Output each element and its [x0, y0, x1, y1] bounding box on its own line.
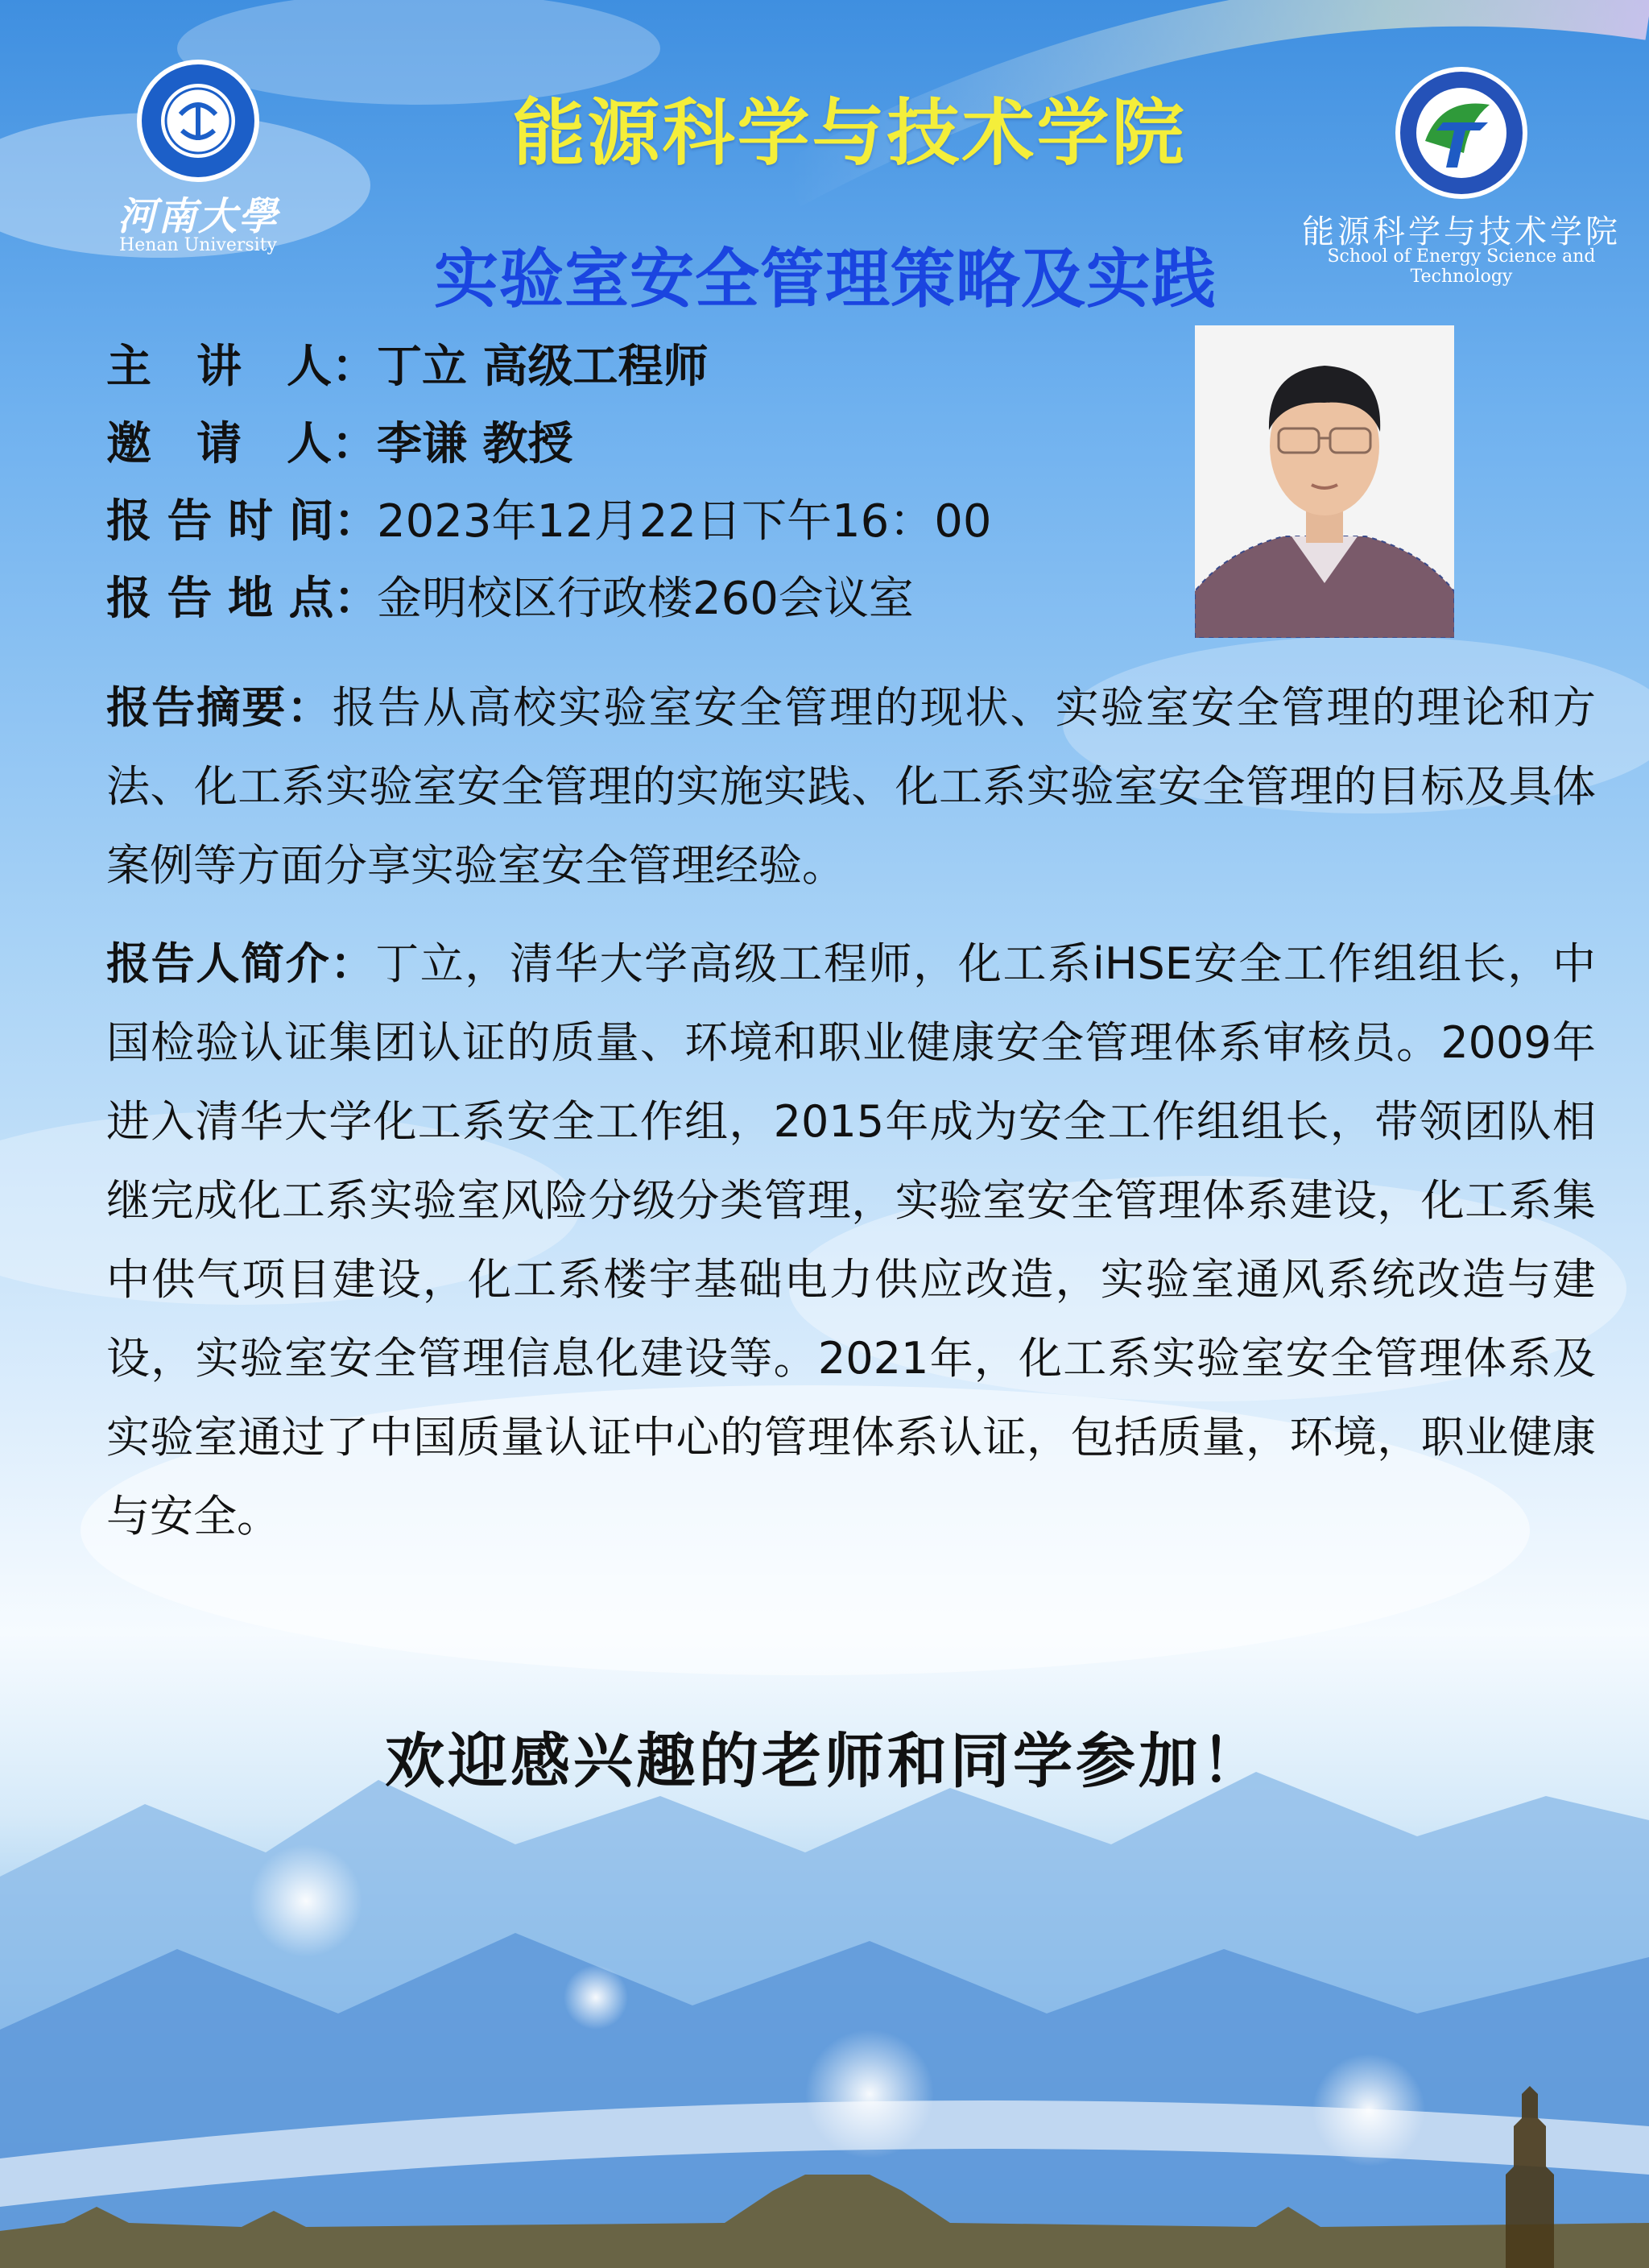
- university-en-name: Henan University: [119, 235, 277, 255]
- college-title: 能源科学与技术学院: [512, 91, 1187, 176]
- time-label: 报 告 时 间：: [106, 495, 379, 548]
- abstract-text: 报告从高校实验室安全管理的现状、实验室安全管理的理论和方法、化工系实验室安全管理的实施实践、化工系实验室安全管理的目标及具体案例等方面分享实验室安全管理经验。: [106, 682, 1596, 891]
- university-cn-name: 河南大學: [117, 194, 279, 239]
- bio-paragraph: [106, 925, 1596, 1556]
- school-en-name: School of Energy Science and Technology: [1327, 246, 1596, 287]
- abstract-paragraph: [106, 668, 1596, 905]
- sparkle: [1312, 2054, 1425, 2167]
- speaker-label: 主 讲 人：: [106, 341, 377, 393]
- speaker-value: 丁立 高级工程师: [377, 341, 709, 393]
- place-row: [106, 561, 1153, 638]
- welcome-message: 欢迎感兴趣的老师和同学参加！: [385, 1727, 1264, 1796]
- henan-university-logo: [110, 56, 287, 266]
- school-cn-name: 能源科学与技术学院: [1302, 213, 1621, 250]
- lecture-info: [106, 329, 1153, 638]
- school-logo: [1280, 64, 1643, 287]
- sparkle: [805, 2030, 934, 2158]
- sparkle: [250, 1844, 362, 1957]
- lecture-title: 实验室安全管理策略及实践: [434, 242, 1217, 317]
- sparkle: [564, 1965, 628, 2030]
- place-value: 金明校区行政楼260会议室: [377, 573, 914, 625]
- bio-label: 报告人简介：: [106, 938, 376, 989]
- school-emblem-icon: [1393, 64, 1530, 201]
- time-value: 2023年12月22日下午16：00: [377, 495, 992, 548]
- speaker-photo: [1195, 325, 1454, 638]
- speaker-row: [106, 329, 1153, 406]
- time-row: [106, 483, 1153, 561]
- inviter-row: [106, 406, 1153, 483]
- university-seal-icon: [126, 56, 271, 185]
- bio-text: 丁立，清华大学高级工程师，化工系iHSE安全工作组组长，中国检验认证集团认证的质量、环境和职业健康安全管理体系审核员。2009年进入清华大学化工系安全工作组，2015年成为安全工作组组长，带领团队相继完成化工系实验室风险分级分类管理，实验室安全管理体系建设，化工系集中供气项目建设，化工系楼宇基础电力供应改造，实验室通风系统改造与建设，实验室安全管理信息化建设等。2021年，化工系实验室安全管理体系及实验室通过了中国质量认证中心的管理体系认证，包括质量，环境，职业健康与安全。: [106, 938, 1596, 1542]
- abstract-label: 报告摘要：: [106, 682, 333, 733]
- place-label: 报 告 地 点：: [106, 573, 379, 625]
- inviter-value: 李谦 教授: [377, 418, 573, 470]
- inviter-label: 邀 请 人：: [106, 418, 377, 470]
